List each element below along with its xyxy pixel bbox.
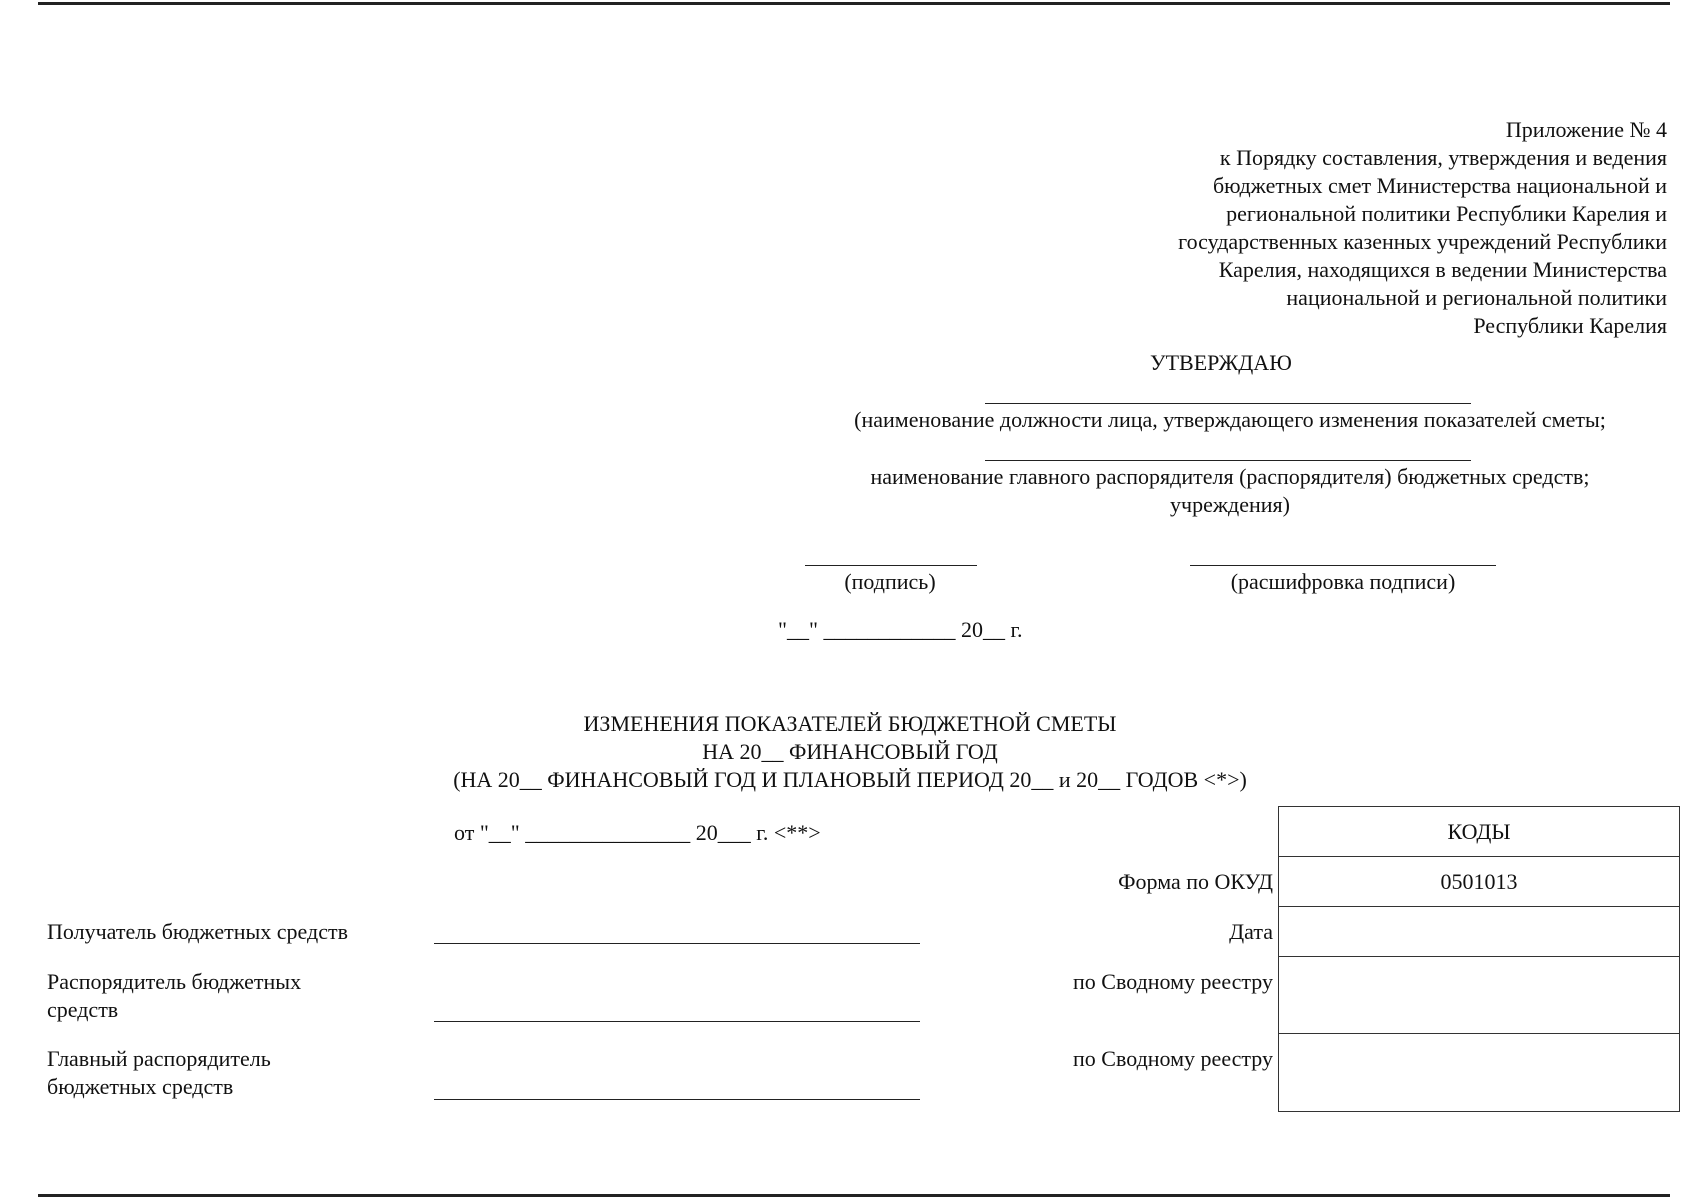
document-date: от "__" _______________ 20___ г. <**>: [454, 820, 821, 845]
signature-line: [805, 565, 977, 566]
chief-manager-label: Главный распорядитель бюджетных средств: [47, 1046, 271, 1099]
registry-label-2: по Сводному реестру: [1073, 1046, 1273, 1071]
manager-label: Распорядитель бюджетных средств: [47, 969, 302, 1022]
okud-label: Форма по ОКУД: [1118, 869, 1273, 894]
title-line-3: (НА 20__ ФИНАНСОВЫЙ ГОД И ПЛАНОВЫЙ ПЕРИОД 20__ и 20__ ГОДОВ <*>): [453, 767, 1247, 792]
date-code-cell: [1279, 907, 1680, 957]
top-rule: [38, 2, 1670, 5]
recipient-line: [434, 943, 920, 944]
manager-line: [985, 460, 1471, 461]
codes-header: КОДЫ: [1279, 807, 1680, 857]
approval-date: "__" ____________ 20__ г.: [778, 617, 1023, 642]
manager-field-line: [434, 1021, 920, 1022]
signature-caption: (подпись): [844, 569, 936, 594]
position-caption: (наименование должности лица, утверждающего изменения показателей сметы;: [854, 407, 1606, 432]
position-line: [985, 403, 1471, 404]
okud-code-cell: 0501013: [1279, 857, 1680, 907]
document-title: [400, 710, 1300, 794]
title-line-2: НА 20__ ФИНАНСОВЫЙ ГОД: [702, 739, 998, 764]
appendix-note: Приложение № 4 к Порядку составления, утверждения и ведения бюджетных смет Министерства национальной и региональной политики Республики Карелия и государственных казенных учреждений Республики Карелия, находящихся в ведении Министерства национальной и региональной политики Республики Карелия: [1178, 117, 1667, 338]
signature-decode-caption: (расшифровка подписи): [1230, 569, 1456, 594]
codes-table: [1278, 806, 1680, 1112]
recipient-label: Получатель бюджетных средств: [47, 919, 348, 944]
date-label: Дата: [1229, 919, 1273, 944]
registry-code-cell-2: [1279, 1034, 1680, 1112]
chief-manager-line: [434, 1099, 920, 1100]
title-line-1: ИЗМЕНЕНИЯ ПОКАЗАТЕЛЕЙ БЮДЖЕТНОЙ СМЕТЫ: [583, 711, 1117, 736]
manager-caption: наименование главного распорядителя (распорядителя) бюджетных средств;: [870, 464, 1590, 489]
bottom-rule: [38, 1194, 1670, 1197]
approval-heading: УТВЕРЖДАЮ: [1150, 350, 1292, 375]
institution-caption: учреждения): [1170, 492, 1290, 517]
registry-label-1: по Сводному реестру: [1073, 969, 1273, 994]
registry-code-cell-1: [1279, 957, 1680, 1034]
signature-decode-line: [1190, 565, 1496, 566]
